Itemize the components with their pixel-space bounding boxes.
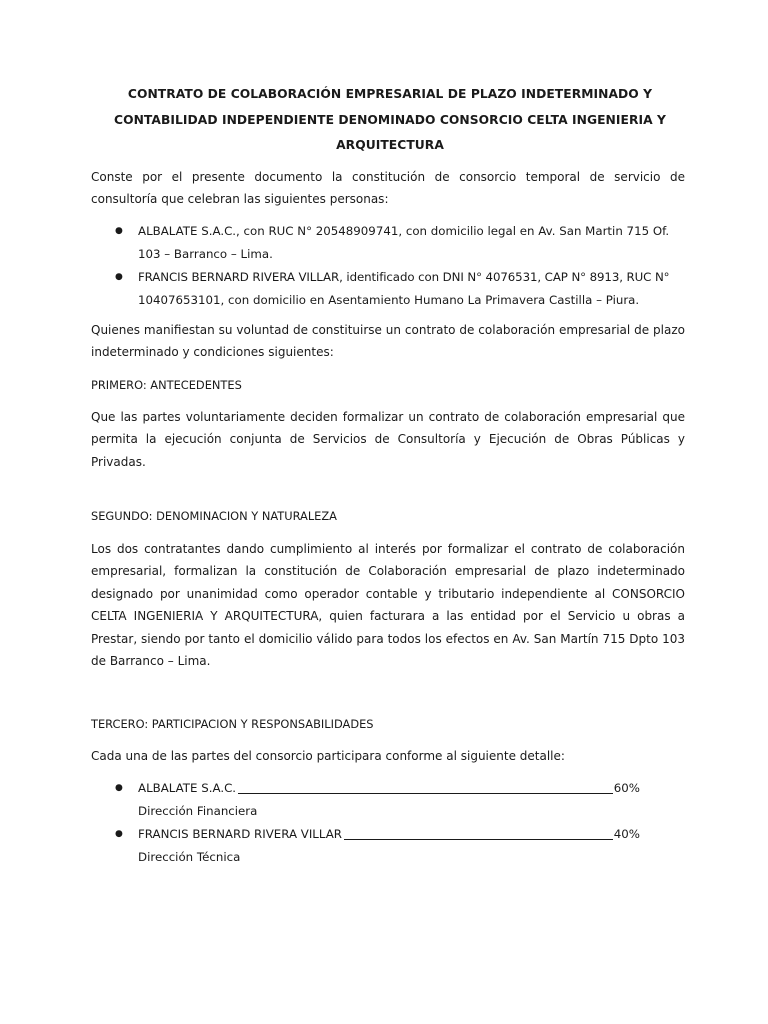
party-line-2: 103 – Barranco – Lima. (138, 247, 273, 261)
title-line-3: ARQUITECTURA (336, 138, 444, 152)
bullet-icon: ● (115, 226, 123, 236)
party-line-1: FRANCIS BERNARD RIVERA VILLAR, identificado con DNI N° 4076531, CAP N° 8913, RUC N° (138, 270, 670, 284)
will-paragraph: Quienes manifiestan su voluntad de constituirse un contrato de colaboración empresarial de plazo indeterminado y condiciones siguientes: (91, 323, 685, 360)
parties-list (91, 220, 685, 312)
title-line-2: CONTABILIDAD INDEPENDIENTE DENOMINADO CONSORCIO CELTA INGENIERIA Y (114, 112, 666, 127)
shares-list (91, 777, 685, 869)
third-clause-body: Cada una de las partes del consorcio participara conforme al siguiente detalle: (91, 749, 565, 763)
bullet-icon: ● (115, 783, 123, 793)
share-role: Dirección Financiera (138, 804, 258, 818)
intro-paragraph: Conste por el presente documento la constitución de consorcio temporal de servicio de consultoría que celebran las siguientes personas: (91, 170, 685, 207)
first-clause-heading: PRIMERO: ANTECEDENTES (91, 378, 242, 392)
fill-line (238, 792, 613, 794)
title-line-1: CONTRATO DE COLABORACIÓN EMPRESARIAL DE PLAZO INDETERMINADO Y (127, 87, 653, 101)
party-item-rivera (91, 266, 685, 312)
share-name: FRANCIS BERNARD RIVERA VILLAR (138, 827, 342, 841)
fill-line (344, 838, 613, 840)
second-clause-body: Los dos contratantes dando cumplimiento al interés por formalizar el contrato de colaboración empresarial, formalizan la constitución de Colaboración empresarial de plazo indeterminado designado por unanimidad como operador contable y tributario independiente al CONSORCIO CELTA INGENIERIA Y ARQUITECTURA, quien facturara a las entidad por el Servicio u obras a Prestar, siendo por tanto el domicilio válido para todos los efectos en Av. San Martín 715 Dpto 103 de Barranco – Lima. (91, 542, 685, 669)
third-clause-heading: TERCERO: PARTICIPACION Y RESPONSABILIDADES (91, 717, 374, 731)
contract-title (100, 82, 680, 159)
share-item-albalate (91, 777, 685, 823)
share-percent: 60% (613, 781, 640, 795)
share-role: Dirección Técnica (138, 850, 241, 864)
second-clause-heading: SEGUNDO: DENOMINACION Y NATURALEZA (91, 509, 337, 523)
party-line-1: ALBALATE S.A.C., con RUC N° 20548909741, con domicilio legal en Av. San Martin 715 Of. (138, 224, 670, 238)
bullet-icon: ● (115, 829, 123, 839)
first-clause-body: Que las partes voluntariamente deciden formalizar un contrato de colaboración empresarial que permita la ejecución conjunta de Servicios de Consultoría y Ejecución de Obras Públicas y Privadas. (91, 410, 685, 469)
share-item-rivera (91, 823, 685, 869)
party-line-2: 10407653101, con domicilio en Asentamiento Humano La Primavera Castilla – Piura. (138, 293, 640, 307)
share-percent: 40% (613, 827, 640, 841)
bullet-icon: ● (115, 272, 123, 282)
share-name: ALBALATE S.A.C. (138, 781, 237, 795)
party-item-albalate (91, 220, 685, 266)
